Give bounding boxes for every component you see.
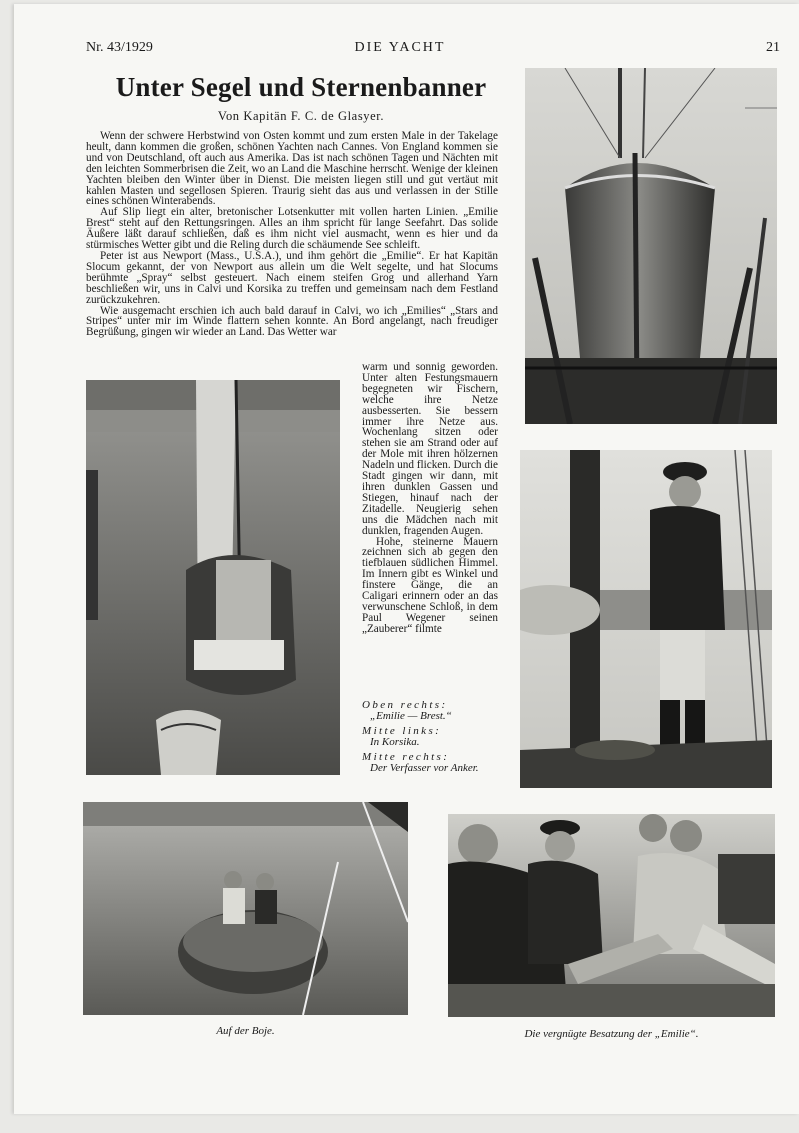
paragraph-3: Peter ist aus Newport (Mass., U.S.A.), und ihm gehört die „Emilie“. Er hat Kapitän Slocum gekannt, der von Newport aus allein um die Welt segelte, und hat Slocums berühmte „Spray“ selbst gesteuert. Nach einem steifen Grog und allerhand Yarn beschließen wir, uns in Calvi und Korsika zu treffen und gemeinsam nach dem Festland zurückzukehren. bbox=[86, 249, 498, 306]
caption-mitte-links-head: Mitte links: bbox=[362, 725, 442, 737]
caption-oben-rechts-text: „Emilie — Brest.“ bbox=[370, 710, 452, 722]
paragraph-4: Wie ausgemacht erschien ich auch bald darauf in Calvi, wo ich „Emilies“ „Stars and Stripes“ unter mir im Winde flattern sehen konnte. An Bord angelangt, nach freudiger Begrüßung, gingen wir wieder an Land. Das Wetter war bbox=[86, 304, 498, 339]
caption-bottom-right: Die vergnügte Besatzung der „Emilie“. bbox=[524, 1028, 699, 1040]
paragraph-5: warm und sonnig geworden. Unter alten Festungsmauern begegneten wir Fischern, welche ihre Netze ausbesserten. Sie bessern immer ihre Netze aus. Wochenlang sitzen oder stehen sie am Strand oder auf der Mole mit ihren hölzernen Nadeln und flicken. Durch die Stadt gingen wir dann, mit ihren dunklen Gassen und Stiegen, hinauf nach der Zitadelle. Neugierig sehen uns die Mädchen nach mit dunklen, fragenden Augen. bbox=[362, 361, 498, 537]
caption-mitte-rechts-text: Der Verfasser vor Anker. bbox=[370, 762, 479, 774]
caption-bottom-left: Auf der Boje. bbox=[216, 1025, 275, 1037]
photo-crew-of-emilie bbox=[448, 814, 775, 1017]
caption-oben-rechts-head: Oben rechts: bbox=[362, 699, 448, 711]
article-byline: Von Kapitän F. C. de Glasyer. bbox=[217, 109, 385, 123]
caption-mitte-links-text: In Korsika. bbox=[370, 736, 420, 748]
issue-number: Nr. 43/1929 bbox=[86, 40, 153, 55]
page-number: 21 bbox=[766, 40, 780, 55]
paragraph-2: Auf Slip liegt ein alter, bretonischer Lotsenkutter mit vollen harten Linien. „Emilie Brest“ steht auf den Rettungsringen. Alles an ihm spricht für lange Seefahrt. Das solide Äußere läßt darauf schließen, daß es ihm nicht viel ausmacht, wenn es hier und da stürmisches Wetter gibt und die Reling durch die schäumende See schleift. bbox=[86, 206, 498, 252]
photo-on-the-buoy bbox=[83, 802, 408, 1015]
photo-emilie-on-slip bbox=[525, 68, 777, 424]
photo-author-at-anchor bbox=[520, 450, 772, 788]
article-body bbox=[86, 131, 498, 338]
article-body-narrow bbox=[362, 362, 498, 635]
paragraph-1: Wenn der schwere Herbstwind von Osten kommt und zum ersten Male in der Takelage heult, dann kommen die großen, schönen Yachten nach Cannes. Von England kommen sie und von Deutschland, oft auch aus Amerika. Das ist nach schönen Tagen und Nächten mit den leichten Sommerbrisen die Zeit, wo an Land die Maschine herrscht. Wenige der kleinen Yachten bleiben den Winter über in Dienst. Die meisten liegen still und gut vertäut mit kahlen Masten und segellosen Spieren. Traurig sieht das aus und verlassen in der Stille eines schönen Winterabends. bbox=[86, 130, 498, 208]
photo-korsika-harbour bbox=[86, 380, 340, 775]
caption-mitte-rechts-head: Mitte rechts: bbox=[362, 751, 450, 763]
article-title: Unter Segel und Sternenbanner bbox=[115, 72, 487, 102]
paragraph-6: Hohe, steinerne Mauern zeichnen sich ab gegen den tiefblauen südlichen Himmel. Im Innern gibt es Winkel und finstere Gänge, die an Caligari erinnern oder an das verwunschene Schloß, in dem Paul Wegener seinen „Zauberer“ filmte bbox=[362, 535, 498, 635]
photo-captions bbox=[362, 700, 512, 774]
magazine-name: DIE YACHT bbox=[354, 40, 446, 55]
